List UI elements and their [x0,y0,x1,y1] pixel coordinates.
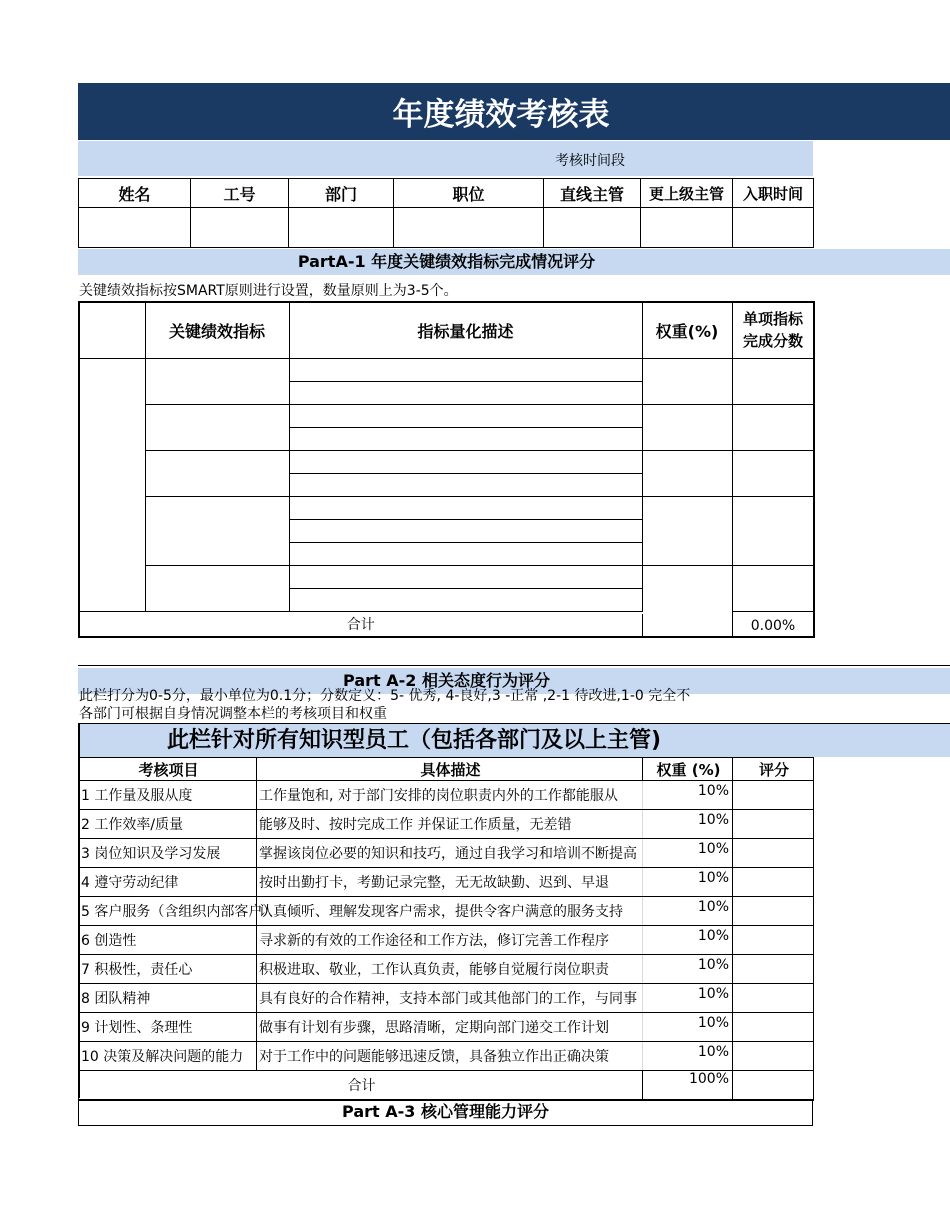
attitude-row [79,810,814,839]
attitude-item-cell: 2 工作效率/质量 [79,810,257,839]
kpi-indicator-cell[interactable] [145,404,289,450]
header-name: 姓名 [79,179,191,208]
attitude-item-cell: 6 创造性 [79,926,257,955]
attitude-score-cell[interactable] [733,897,814,926]
attitude-score-cell[interactable] [733,955,814,984]
attitude-row [79,839,814,868]
kpi-score-cell[interactable] [732,358,814,404]
kpi-score-cell[interactable] [732,404,814,450]
header-dept: 部门 [289,179,394,208]
kpi-weight-cell[interactable] [642,404,732,450]
period-label: 考核时间段 [555,153,625,169]
attitude-desc-cell: 做事有计划有步骤，思路清晰，定期向部门递交工作计划 [257,1013,643,1042]
kpi-row [79,496,814,519]
attitude-desc-cell: 工作量饱和, 对于部门安排的岗位职责内外的工作都能服从 [257,781,643,810]
kpi-table [78,301,815,638]
attitude-row [79,1042,814,1071]
kpi-row [79,358,814,381]
attitude-weight-cell: 10% [643,1042,733,1071]
kpi-indicator-cell[interactable] [145,565,289,611]
kpi-header-row [79,302,814,358]
attitude-weight-cell: 10% [643,955,733,984]
period-row [78,141,813,176]
part-a2-banner: 此栏针对所有知识型员工（包括各部门及以上主管) [78,723,950,757]
name-cell[interactable] [79,208,191,248]
header-senior-manager: 更上级主管 [641,179,733,208]
part-a2-note1 [79,688,812,707]
attitude-item-cell: 10 决策及解决问题的能力 [79,1042,257,1071]
kpi-weight-cell[interactable] [642,496,732,565]
kpi-header-weight: 权重(%) [642,302,732,358]
attitude-score-cell[interactable] [733,1013,814,1042]
attitude-desc-cell: 掌握该岗位必要的知识和技巧，通过自我学习和培训不断提高 [257,839,643,868]
kpi-group-cell [79,358,145,611]
kpi-row [79,565,814,588]
attitude-desc-cell: 寻求新的有效的工作途径和工作方法，修订完善工作程序 [257,926,643,955]
attitude-weight-cell: 10% [643,1013,733,1042]
kpi-indicator-cell[interactable] [145,496,289,565]
kpi-header-indicator: 关键绩效指标 [145,302,289,358]
part-a2-title: Part A-2 相关态度行为评分 [78,668,950,694]
attitude-desc-cell: 能够及时、按时完成工作 并保证工作质量，无差错 [257,810,643,839]
kpi-description-cell[interactable] [289,519,642,542]
part-a1-note: 关键绩效指标按SMART原则进行设置，数量原则上为3-5个。 [79,283,458,299]
senior-manager-cell[interactable] [641,208,733,248]
attitude-total-row [79,1071,814,1100]
attitude-score-cell[interactable] [733,984,814,1013]
kpi-header-blank [79,302,145,358]
attitude-weight-cell: 10% [643,897,733,926]
attitude-row [79,955,814,984]
attitude-row [79,781,814,810]
attitude-item-cell: 3 岗位知识及学习发展 [79,839,257,868]
attitude-header-row [79,758,814,781]
attitude-header-desc: 具体描述 [257,758,643,781]
attitude-score-cell[interactable] [733,781,814,810]
position-cell[interactable] [394,208,544,248]
kpi-description-cell[interactable] [289,358,642,381]
attitude-row [79,1013,814,1042]
kpi-indicator-cell[interactable] [145,358,289,404]
attitude-item-cell: 5 客户服务（含组织内部客户） [79,897,257,926]
kpi-weight-cell[interactable] [642,358,732,404]
attitude-desc-cell: 认真倾听、理解发现客户需求，提供令客户满意的服务支持 [257,897,643,926]
header-direct-manager: 直线主管 [544,179,641,208]
header-id: 工号 [191,179,289,208]
kpi-indicator-cell[interactable] [145,450,289,496]
kpi-weight-cell[interactable] [642,450,732,496]
part-a3-title: Part A-3 核心管理能力评分 [78,1099,813,1126]
attitude-desc-cell: 积极进取、敬业，工作认真负责，能够自觉履行岗位职责 [257,955,643,984]
attitude-weight-cell: 10% [643,839,733,868]
id-cell[interactable] [191,208,289,248]
attitude-score-cell[interactable] [733,868,814,897]
attitude-desc-cell: 具有良好的合作精神，支持本部门或其他部门的工作，与同事 [257,984,643,1013]
kpi-score-cell[interactable] [732,565,814,611]
attitude-weight-cell: 10% [643,984,733,1013]
kpi-header-description: 指标量化描述 [289,302,642,358]
kpi-weight-cell[interactable] [642,565,732,637]
kpi-total-weight: 0.00% [732,611,814,637]
attitude-weight-cell: 10% [643,926,733,955]
dept-cell[interactable] [289,208,394,248]
kpi-description-cell[interactable] [289,381,642,404]
kpi-score-cell[interactable] [732,450,814,496]
kpi-description-cell[interactable] [289,450,642,473]
part-a2-note2 [79,707,812,722]
kpi-description-cell[interactable] [289,588,642,611]
attitude-weight-cell: 10% [643,781,733,810]
part-a2-note2-text: 各部门可根据自身情况调整本栏的考核项目和权重 [79,706,387,722]
info-header-row [79,179,814,208]
kpi-description-cell[interactable] [289,565,642,588]
kpi-total-label: 合计 [79,611,642,637]
attitude-item-cell: 4 遵守劳动纪律 [79,868,257,897]
kpi-header-score-line2: 完成分数 [742,332,803,351]
kpi-description-cell[interactable] [289,542,642,565]
attitude-total-label: 合计 [79,1071,643,1100]
header-position: 职位 [394,179,544,208]
attitude-row [79,926,814,955]
attitude-row [79,868,814,897]
attitude-desc-cell: 按时出勤打卡，考勤记录完整，无无故缺勤、迟到、早退 [257,868,643,897]
attitude-total-weight: 100% [643,1071,733,1100]
attitude-row [79,984,814,1013]
header-hire-date: 入职时间 [733,179,814,208]
kpi-description-cell[interactable] [289,404,642,427]
kpi-header-score [732,302,814,358]
attitude-item-cell: 9 计划性、条理性 [79,1013,257,1042]
attitude-row [79,897,814,926]
kpi-description-cell[interactable] [289,473,642,496]
direct-manager-cell[interactable] [544,208,641,248]
kpi-score-cell[interactable] [732,496,814,565]
attitude-weight-cell: 10% [643,810,733,839]
attitude-item-cell: 8 团队精神 [79,984,257,1013]
attitude-item-cell: 1 工作量及服从度 [79,781,257,810]
kpi-description-cell[interactable] [289,427,642,450]
form-title: 年度绩效考核表 [78,83,950,140]
attitude-header-item: 考核项目 [79,758,257,781]
section-divider [78,665,950,666]
attitude-table [78,757,814,1101]
attitude-total-score[interactable] [733,1071,814,1100]
attitude-header-weight: 权重 (%) [643,758,733,781]
hire-date-cell[interactable] [733,208,814,248]
attitude-item-cell: 7 积极性，责任心 [79,955,257,984]
kpi-row [79,404,814,427]
kpi-row [79,450,814,473]
employee-info-table [78,178,814,248]
kpi-header-score-line1: 单项指标 [742,310,803,329]
attitude-desc-cell: 对于工作中的问题能够迅速反馈，具备独立作出正确决策 [257,1042,643,1071]
attitude-score-cell[interactable] [733,926,814,955]
merge-mask [642,612,731,614]
attitude-score-cell[interactable] [733,839,814,868]
attitude-score-cell[interactable] [733,810,814,839]
part-a2-note1-text: 此栏打分为0-5分，最小单位为0.1分；分数定义：5- 优秀, 4-良好,3 -正常 ,2-1 待改进,1-0 完全不 [79,688,691,704]
info-input-row [79,208,814,248]
kpi-description-cell[interactable] [289,496,642,519]
part-a1-title: PartA-1 年度关键绩效指标完成情况评分 [78,249,950,275]
attitude-header-score: 评分 [733,758,814,781]
attitude-weight-cell: 10% [643,868,733,897]
attitude-score-cell[interactable] [733,1042,814,1071]
